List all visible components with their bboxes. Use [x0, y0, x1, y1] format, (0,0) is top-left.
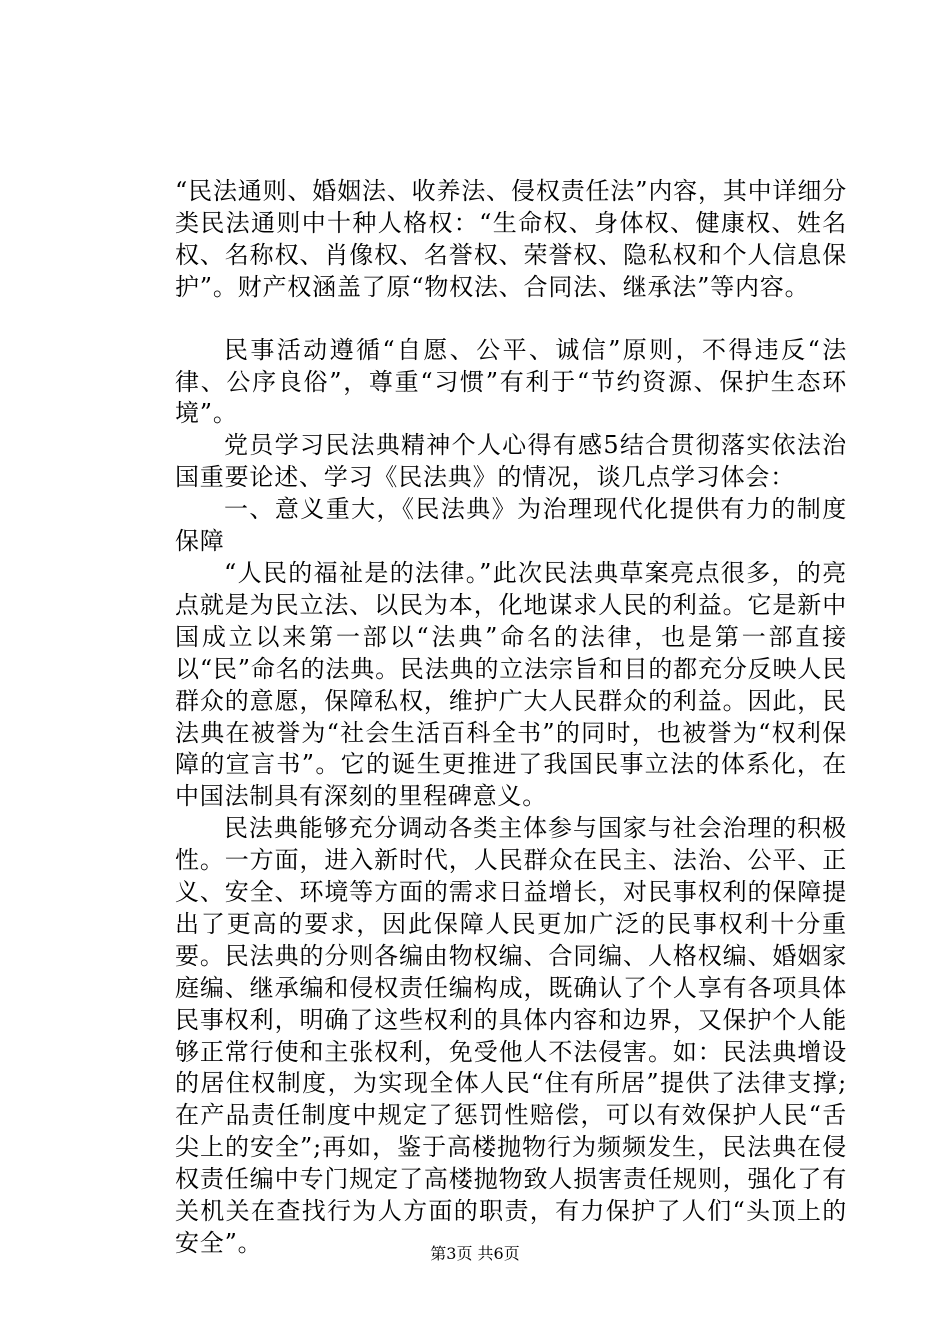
page-footer: [0, 1244, 950, 1264]
paragraph-1: “民法通则、婚姻法、收养法、侵权责任法”内容，其中详细分类民法通则中十种人格权：“生命权、身体权、健康权、姓名权、名称权、肖像权、名誉权、荣誉权、隐私权和个人信息保护”。财产权涵盖了原“物权法、合同法、继承法”等内容。: [175, 177, 847, 301]
paragraph-3: 党员学习民法典精神个人心得有感5结合贯彻落实依法治国重要论述、学习《民法典》的情况，谈几点学习体会：: [175, 431, 847, 492]
paragraph-5: 民法典能够充分调动各类主体参与国家与社会治理的积极性。一方面，进入新时代，人民群众在民主、法治、公平、正义、安全、环境等方面的需求日益增长，对民事权利的保障提出了更高的要求，因此保障人民更加广泛的民事权利十分重要。民法典的分则各编由物权编、合同编、人格权编、婚姻家庭编、继承编和侵权责任编构成，既确认了个人享有各项具体民事权利，明确了这些权利的具体内容和边界，又保护个人能够正常行使和主张权利，免受他人不法侵害。如：民法典增设的居住权制度，为实现全体人民“住有所居”提供了法律支撑;在产品责任制度中规定了惩罚性赔偿，可以有效保护人民“舌尖上的安全”;再如，鉴于高楼抛物行为频频发生，民法典在侵权责任编中专门规定了高楼抛物致人损害责任规则，强化了有关机关在查找行为人方面的职责，有力保护了人们“头顶上的安全”。: [175, 814, 847, 1257]
page-number-label: 第3页 共6页: [430, 1244, 520, 1263]
section-heading-1: 一、意义重大，《民法典》为治理现代化提供有力的制度保障: [175, 495, 847, 556]
document-body: [175, 176, 847, 1260]
paragraph-4: “人民的福祉是的法律。”此次民法典草案亮点很多，的亮点就是为民立法、以民为本，化地谋求人民的利益。它是新中国成立以来第一部以“法典”命名的法律，也是第一部直接以“民”命名的法典。民法典的立法宗旨和目的都充分反映人民群众的意愿，保障私权，维护广大人民群众的利益。因此，民法典在被誉为“社会生活百科全书”的同时，也被誉为“权利保障的宣言书”。它的诞生更推进了我国民事立法的体系化，在中国法制具有深刻的里程碑意义。: [175, 558, 847, 811]
paragraph-2: 民事活动遵循“自愿、公平、诚信”原则，不得违反“法律、公序良俗”，尊重“习惯”有利于“节约资源、保护生态环境”。: [175, 335, 847, 428]
